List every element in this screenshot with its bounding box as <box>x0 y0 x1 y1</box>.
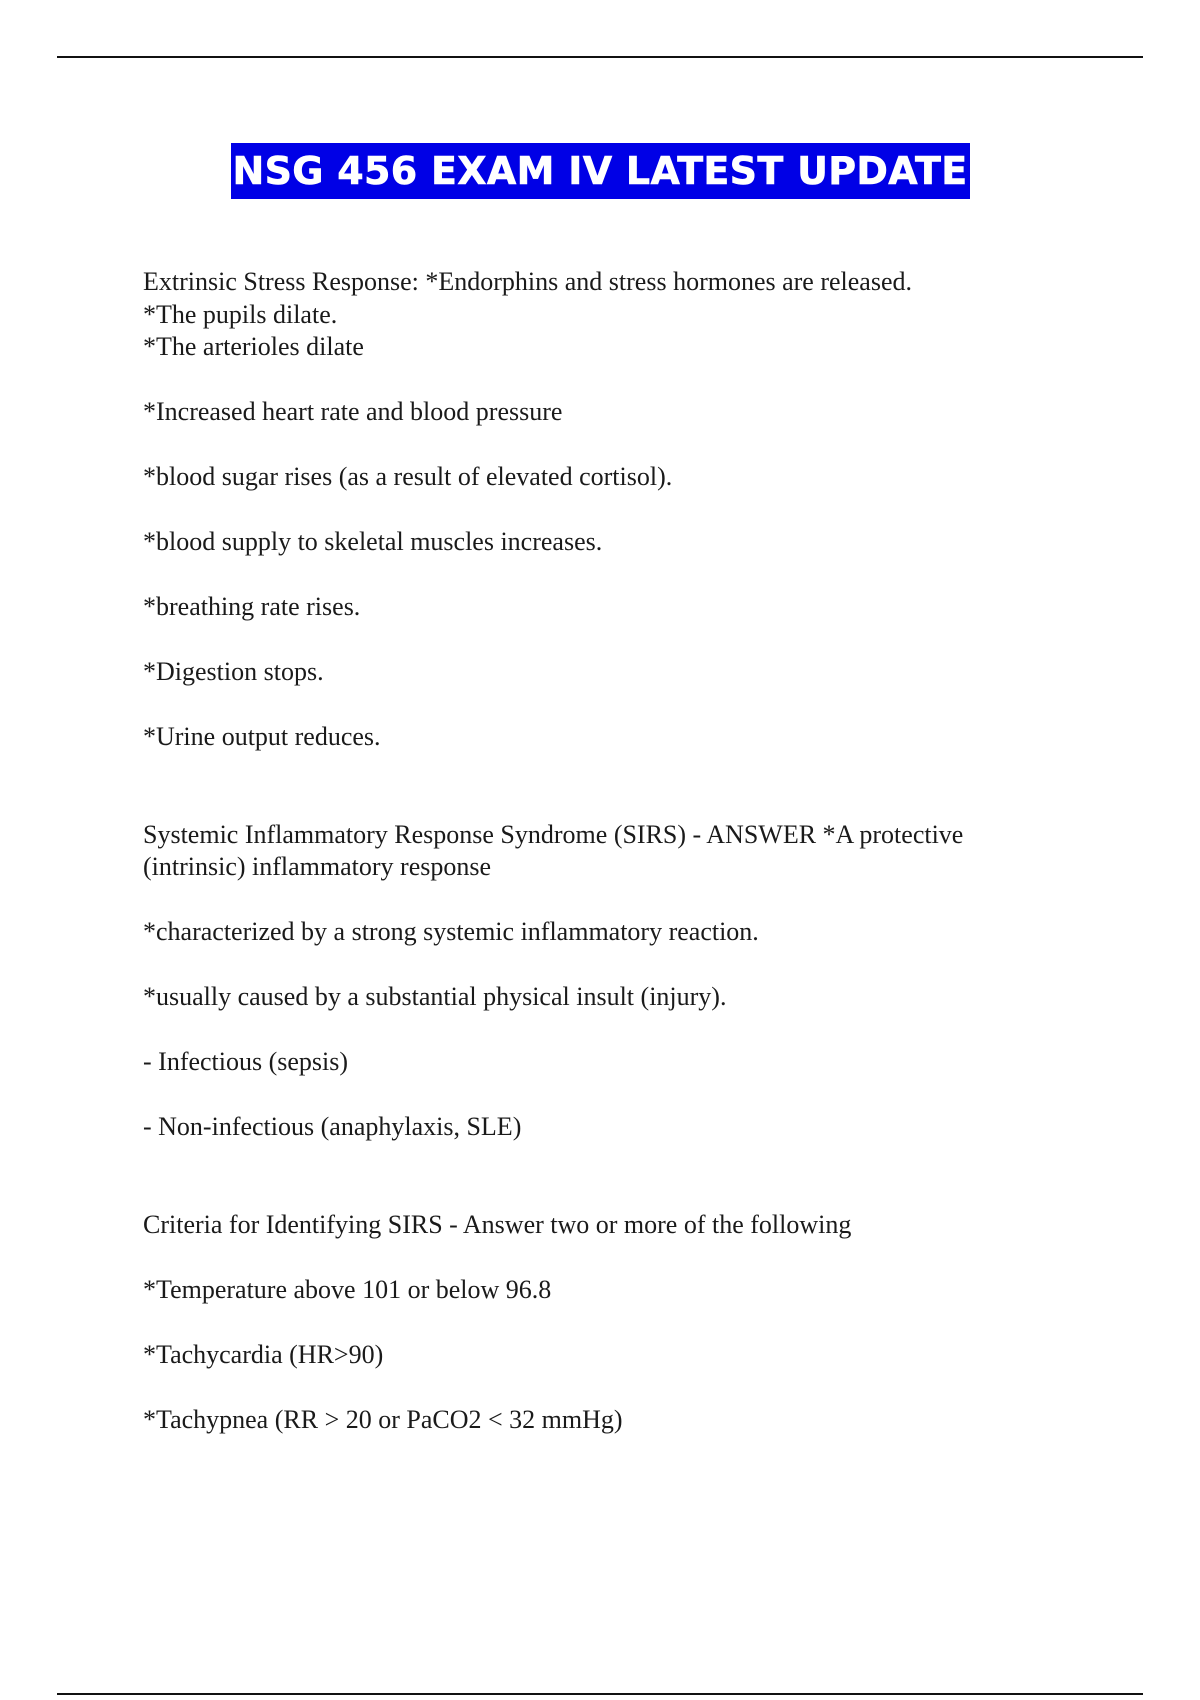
body-line: (intrinsic) inflammatory response <box>143 852 492 881</box>
footer-rule <box>57 1693 1143 1695</box>
body-line: *Tachypnea (RR > 20 or PaCO2 < 32 mmHg) <box>143 1404 623 1434</box>
body-line: *Temperature above 101 or below 96.8 <box>143 1274 552 1304</box>
body-line: *The pupils dilate. <box>143 299 338 329</box>
body-line: *blood supply to skeletal muscles increases. <box>143 527 603 556</box>
body-line: - Non-infectious (anaphylaxis, SLE) <box>143 1112 522 1141</box>
body-line: *Urine output reduces. <box>143 722 381 751</box>
header-rule <box>57 56 1143 58</box>
body-line: *usually caused by a substantial physical insult (injury). <box>143 982 727 1011</box>
body-line: *Increased heart rate and blood pressure <box>143 397 563 426</box>
body-line: *The arterioles dilate <box>143 332 364 361</box>
body-line: *Digestion stops. <box>143 657 324 686</box>
body-line: *characterized by a strong systemic inflammatory reaction. <box>143 917 759 946</box>
body-line: *blood sugar rises (as a result of elevated cortisol). <box>143 462 673 491</box>
body-line: - Infectious (sepsis) <box>143 1047 349 1076</box>
body-line: *Tachycardia (HR>90) <box>143 1339 384 1369</box>
body-line: Systemic Inflammatory Response Syndrome (SIRS) - ANSWER *A protective <box>143 819 964 849</box>
body-line: Extrinsic Stress Response: *Endorphins and stress hormones are released. <box>143 267 913 296</box>
body-line: *breathing rate rises. <box>143 592 361 621</box>
document-body <box>143 266 1083 1436</box>
title-container <box>0 143 1200 199</box>
body-line: Criteria for Identifying SIRS - Answer two or more of the following <box>143 1209 852 1239</box>
document-title: NSG 456 EXAM IV LATEST UPDATE <box>231 143 970 199</box>
